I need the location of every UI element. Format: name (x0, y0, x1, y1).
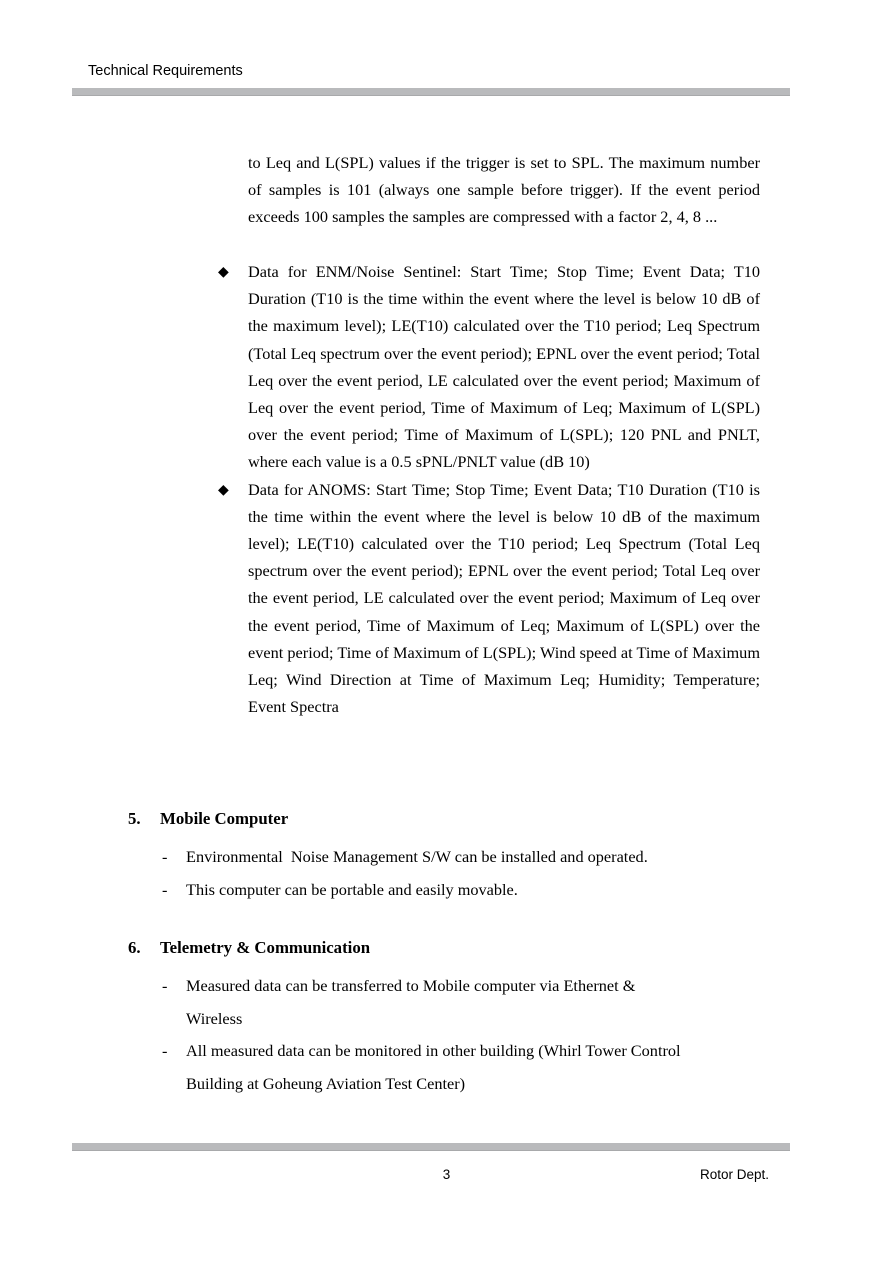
dash-icon: - (162, 1041, 168, 1061)
diamond-bullet-icon: ◆ (218, 265, 229, 280)
bullet-text: Data for ENM/Noise Sentinel: Start Time; Stop Time; Event Data; T10 Duration (T10 is the time within the event where the level is below 10 dB of the maximum level); LE(T10) calculated over the T10 period; Leq Spectrum (Total Leq spectrum over the event period); EPNL over the event period; Total Leq over the event period, LE calculated over the event period; Maximum of Leq over the event period, Time of Maximum of Leq; Maximum of L(SPL) over the event period; Time of Maximum of L(SPL); 120 PNL and PNLT, where each value is a 0.5 sPNL/PNLT value (dB 10) (248, 262, 760, 472)
section-item-list (128, 970, 773, 1100)
list-item-line: Building at Goheung Aviation Test Center) (186, 1073, 466, 1093)
section-item-list (128, 841, 773, 906)
list-item-line: Environmental Noise Management S/W can be installed and operated. (186, 847, 648, 866)
list-item-line: This computer can be portable and easily movable. (186, 879, 518, 899)
diamond-bullet-icon: ◆ (218, 482, 229, 498)
header-divider (72, 88, 790, 96)
dash-icon: - (162, 847, 168, 866)
bullet-item-enm-noise-sentinel (218, 258, 760, 476)
section-heading (128, 937, 773, 959)
page-number: 3 (442, 1167, 451, 1182)
list-item-line: Measured data can be transferred to Mobile computer via Ethernet & (186, 976, 636, 995)
dash-icon: - (162, 976, 168, 995)
section-title: Mobile Computer (160, 809, 289, 828)
bullet-text: Data for ANOMS: Start Time; Stop Time; Event Data; T10 Duration (T10 is the time within the event where the level is below 10 dB of the maximum level); LE(T10) calculated over the T10 period; Leq Spectrum (Total Leq spectrum over the event period); EPNL over the event period; Total Leq over the event period, LE calculated over the event period; Maximum of Leq over the event period, Time of Maximum of Leq; Maximum of L(SPL) over the event period; Time of Maximum of L(SPL); Wind speed at Time of Maximum Leq; Wind Direction at Time of Maximum Leq; Humidity; Temperature; Event Spectra (248, 479, 760, 717)
footer-department: Rotor Dept. (699, 1167, 769, 1182)
header-title: Technical Requirements (88, 63, 243, 79)
list-item-line: Wireless (186, 1008, 243, 1028)
bullet-list (218, 258, 760, 720)
section-number: 6. (128, 938, 141, 957)
dash-icon: - (162, 879, 168, 899)
footer-divider (72, 1143, 790, 1151)
section-mobile-computer (128, 808, 773, 906)
bullet-item-anoms (218, 476, 760, 721)
section-heading (128, 808, 773, 830)
section-title: Telemetry & Communication (160, 938, 371, 957)
list-item (128, 970, 773, 1035)
section-telemetry-communication (128, 937, 773, 1100)
list-item (128, 874, 773, 907)
list-item-line: All measured data can be monitored in other building (Whirl Tower Control (186, 1041, 681, 1061)
section-number: 5. (128, 809, 141, 828)
intro-paragraph: to Leq and L(SPL) values if the trigger is set to SPL. The maximum number of samples is 101 (always one sample before trigger). If the event period exceeds 100 samples the samples are compressed with a factor 2, 4, 8 ... (248, 153, 760, 227)
list-item (128, 841, 773, 874)
list-item (128, 1035, 773, 1100)
